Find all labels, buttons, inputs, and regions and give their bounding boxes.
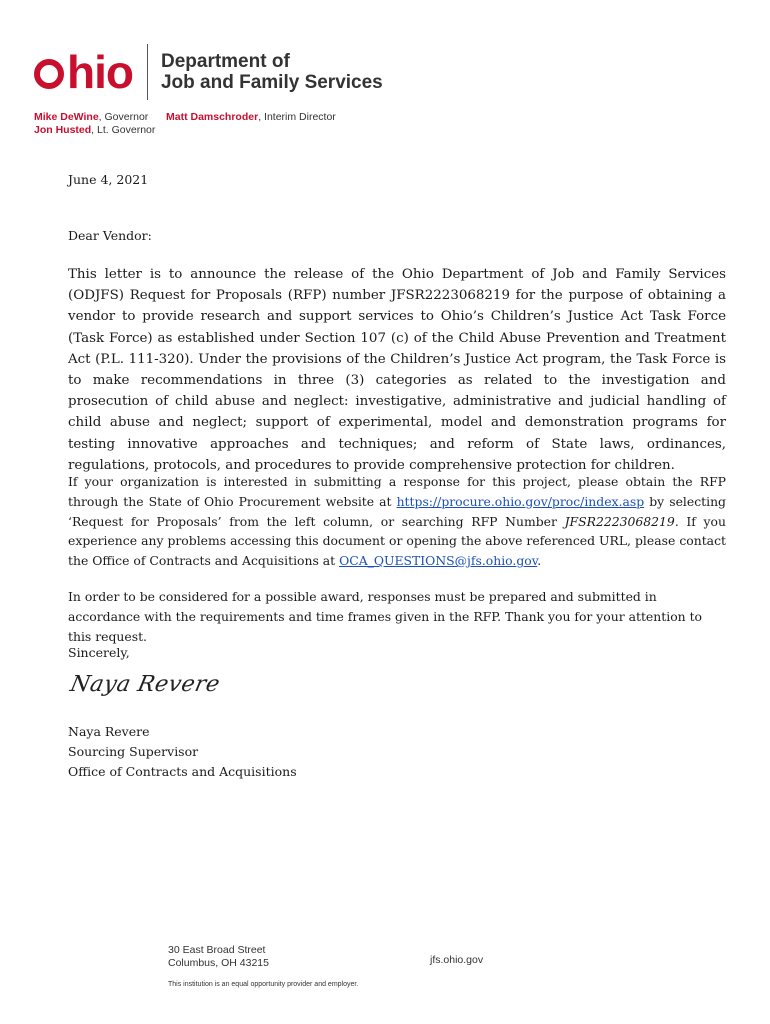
department-line-2: Job and Family Services xyxy=(160,72,383,93)
signer-block xyxy=(68,722,726,782)
address-line-2: Columbus, OH 43215 xyxy=(168,957,269,969)
logo-divider xyxy=(147,44,148,100)
p2-text-3: . If you experience any problems accessing this document or opening the above referenced URL, please contact the Office of Contracts and Acquisitions at xyxy=(68,513,726,569)
signer-title: Sourcing Supervisor xyxy=(68,744,199,759)
director-block xyxy=(166,111,336,124)
p2-text-2: by selecting ‘Request for Proposals’ from the left column, or searching RFP Number xyxy=(68,493,726,529)
ohio-wordmark-text: hio xyxy=(67,46,133,98)
governor-title: , Governor xyxy=(98,111,149,123)
closing: Sincerely, xyxy=(68,645,130,660)
governor-block xyxy=(34,111,155,137)
footer-eeo-statement: This institution is an equal opportunity provider and employer. xyxy=(168,981,359,988)
rfp-number: JFSR2223068219 xyxy=(564,513,675,529)
salutation: Dear Vendor: xyxy=(68,228,152,243)
governor-name: Mike DeWine xyxy=(34,111,99,123)
oca-email-link[interactable]: OCA_QUESTIONS@jfs.ohio.gov xyxy=(339,553,538,569)
ohio-wordmark xyxy=(34,46,133,98)
letter-date: June 4, 2021 xyxy=(68,172,149,187)
lt-governor-name: Jon Husted xyxy=(34,124,92,136)
director-name: Matt Damschroder xyxy=(166,111,259,123)
paragraph-requirements: In order to be considered for a possible award, responses must be prepared and submitted in accordance with the requirements and time frames given in the RFP. Thank you for your attention to this request. xyxy=(68,589,703,644)
footer-address xyxy=(168,944,269,970)
p2-text-1: If your organization is interested in submitting a response for this project, please obtain the RFP through the State of Ohio Procurement website at xyxy=(68,474,726,509)
signer-office: Office of Contracts and Acquisitions xyxy=(68,764,297,779)
ohio-o-ring-icon xyxy=(34,59,64,89)
signer-name: Naya Revere xyxy=(68,724,150,739)
p2-text-end: . xyxy=(537,553,542,569)
paragraph-announcement: This letter is to announce the release of the Ohio Department of Job and Family Services (ODJFS) Request for Proposals (RFP) number JFSR2223068219 for the purpose of obtaining a vendor to provide research and support services to Ohio’s Children’s Justice Act Task Force (Task Force) as established under Section 107 (c) of the Child Abuse Prevention and Treatment Act (P.L. 111-320). Under the provisions of the Children’s Justice Act program, the Task Force is to make recommendations in three (3) categories as related to the investigation and prosecution of child abuse and neglect: investigative, administrative and judicial handling of child abuse and neglect; support of experimental, model and demonstration programs for testing innovative approaches and techniques; and reform of State laws, ordinances, regulations, protocols, and procedures to provide comprehensive protection for children. xyxy=(68,267,726,473)
paragraph-instructions xyxy=(68,472,726,571)
director-title: , Interim Director xyxy=(258,111,336,123)
address-line-1: 30 East Broad Street xyxy=(168,944,266,956)
department-line-1: Department of xyxy=(160,51,290,72)
department-name xyxy=(161,51,383,93)
lt-governor-title: , Lt. Governor xyxy=(91,124,156,136)
handwritten-signature: Naya Revere xyxy=(68,672,223,697)
ohio-jfs-logo xyxy=(34,44,383,100)
footer-website: jfs.ohio.gov xyxy=(430,954,484,966)
procurement-link[interactable]: https://procure.ohio.gov/proc/index.asp xyxy=(396,493,645,509)
